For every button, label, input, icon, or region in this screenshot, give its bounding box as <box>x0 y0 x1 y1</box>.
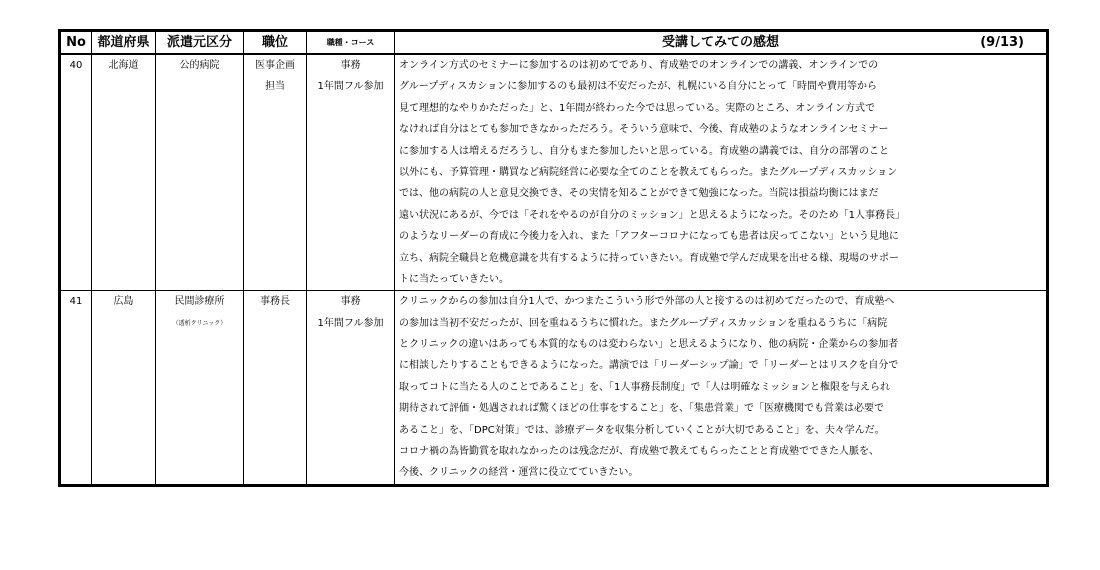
header-source: 派遣元区分 <box>156 32 244 55</box>
header-comment-cell <box>395 32 1047 55</box>
header-prefecture: 都道府県 <box>92 32 156 55</box>
row-course: 事務 1年間フル参加 <box>307 291 395 485</box>
row-no: 40 <box>61 54 92 291</box>
header-position: 職位 <box>244 32 307 55</box>
row-prefecture: 広島 <box>92 291 156 485</box>
header-course: 職種・コース <box>307 32 395 55</box>
row-source: 公的病院 <box>156 54 244 291</box>
source-note: （透析クリニック） <box>172 319 227 327</box>
row-comment: クリニックからの参加は自分1人で、かつまたこういう形で外部の人と接するのは初めてだったので、育成塾へ の参加は当初不安だったが、回を重ねるうちに慣れた。またグループディスカッションを重ねるうちに「病院 とクリニックの違いはあっても本質的なものは変わらない」と思えるようになり、他の病院・企業からの参加者 に相談したりすることもできるようになった。講演では「リーダーシップ論」で「リーダーとはリスクを自分で 取ってコトに当たる人のことであること」を、「1人事務長制度」で「人は明確なミッションと権限を与えられ 期待されて評価・処遇されれば驚くほどの仕事をすること」を、「集患営業」で「医療機関でも営業は必要で あること」を、「DPC対策」では、診療データを収集分析していくことが大切であること」を、夫々学んだ。 コロナ禍の為皆勤賞を取れなかったのは残念だが、育成塾で教えてもらったことと育成塾でできた人脈を、 今後、クリニックの経営・運営に役立てていきたい。 <box>395 291 1047 485</box>
table-header-row <box>61 32 1047 55</box>
row-prefecture: 北海道 <box>92 54 156 291</box>
row-no: 41 <box>61 291 92 485</box>
header-comment: 受講してみての感想 <box>661 35 779 50</box>
row-course: 事務 1年間フル参加 <box>307 54 395 291</box>
survey-table <box>60 31 1047 485</box>
header-no: No <box>61 32 92 55</box>
table-row <box>61 54 1047 291</box>
table-row <box>61 291 1047 485</box>
row-position: 医事企画 担当 <box>244 54 307 291</box>
row-comment: オンライン方式のセミナーに参加するのは初めてであり、育成塾でのオンラインでの講義、オンラインでの グループディスカションに参加するのも最初は不安だったが、札幌にいる自分にとって「時間や費用等から 見て理想的なやりかただった」と、1年間が終わった今では思っている。実際のところ、オンライン方式で なければ自分はとても参加できなかっただろう。そういう意味で、今後、育成塾のようなオンラインセミナー に参加する人は増えるだろうし、自分もまた参加したいと思っている。育成塾の講義では、自分の部署のこと 以外にも、予算管理・購買など病院経営に必要な全てのことを教えてもらった。またグループディスカッション では、他の病院の人と意見交換でき、その実情を知ることができて勉強になった。当院は損益均衡にはまだ 遠い状況にあるが、今では「それをやるのが自分のミッション」と思えるようになった。そのため「1人事務長」 のようなリーダーの育成に今後力を入れ、また「アフターコロナになっても患者は戻ってこない」という見地に 立ち、病院全職員と危機意識を共有するように持っていきたい。育成塾で学んだ成果を出せる様、現場のサポー トに当たっていきたい。 <box>395 54 1047 291</box>
page-number: (9/13) <box>980 35 1024 50</box>
row-source: 民間診療所 （透析クリニック） <box>156 291 244 485</box>
row-position: 事務長 <box>244 291 307 485</box>
